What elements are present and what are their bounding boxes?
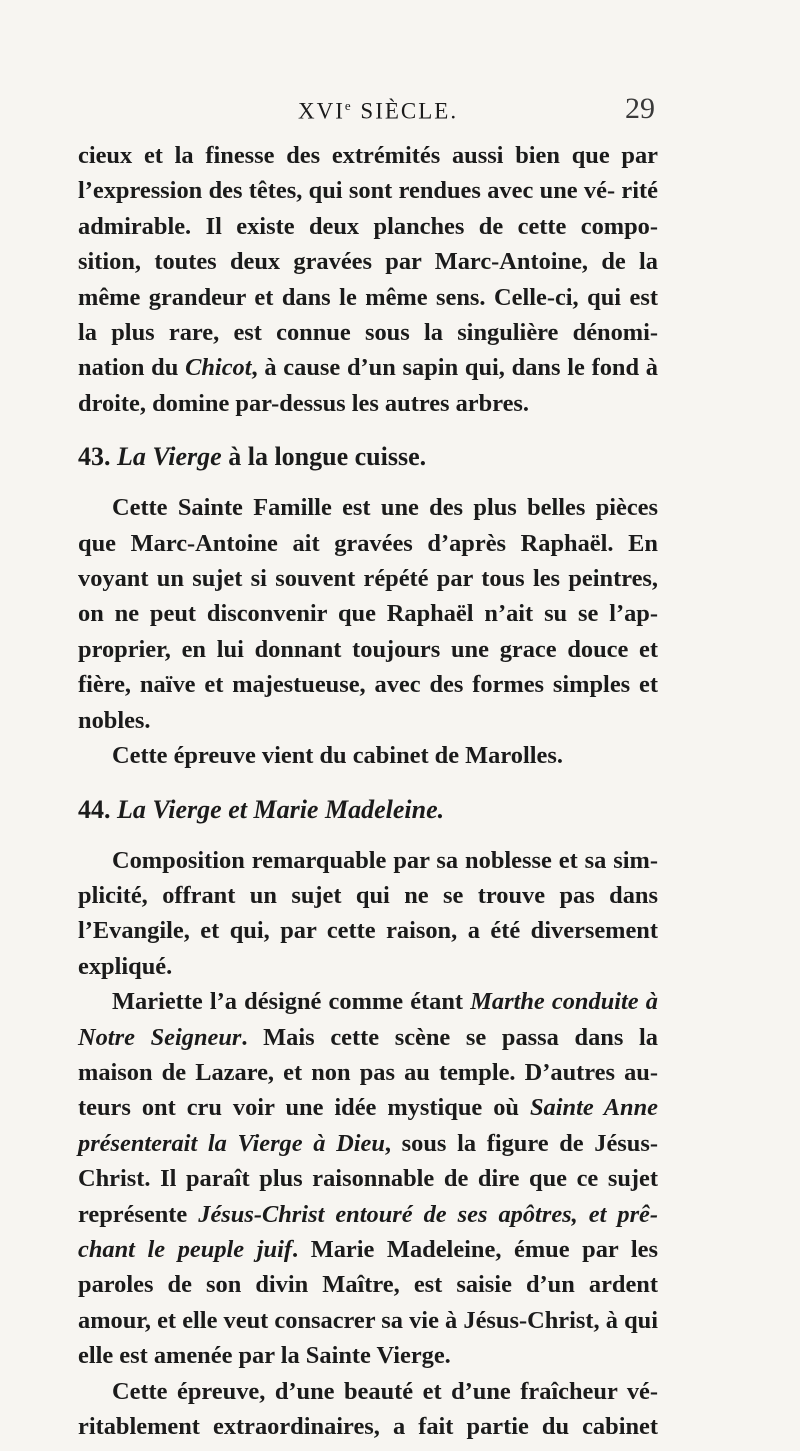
- page-body: [78, 138, 658, 1444]
- paragraph-provenance-44: Cette épreuve, d’une beauté et d’une fraîcheur vé- ritablement extraordinaires, a fait partie du cabinet: [78, 1377, 658, 1440]
- paragraph-interpretation: Mariette l’a désigné comme étant Marthe conduite à Notre Seigneur. Mais cette scène se passa dans la maison de Lazare, et non pas au temple. D’autres au- teurs ont cru voir une idée mystique où Sainte Anne présenterait la Vierge à Dieu, sous la figure de Jésus- Christ. Il paraît plus raisonnable de dire que ce sujet représente Jésus-Christ entouré de ses apôtres, et prê- chant le peuple juif. Marie Madeleine, émue par les paroles de son divin Maître, est saisie d’un ardent amour, et elle veut consacrer sa vie à Jésus-Christ, à qui elle est amenée par la Sainte Vierge.: [78, 988, 659, 1370]
- paragraph-entry-44: Composition remarquable par sa noblesse et sa sim- plicité, offrant un sujet qui ne se trouve pas dans l’Evangile, et qui, par cette raison, a été diversement expliqué.: [78, 846, 658, 980]
- running-head: [80, 92, 655, 132]
- running-title: XVIe SIÈCLE.: [298, 98, 459, 124]
- paragraph-provenance-43: Cette épreuve vient du cabinet de Marolles.: [112, 742, 563, 770]
- entry-heading-44: 44. La Vierge et Marie Madeleine.: [78, 794, 445, 824]
- entry-heading-43: 43. La Vierge à la longue cuisse.: [78, 442, 427, 472]
- paragraph-entry-43: Cette Sainte Famille est une des plus belles pièces que Marc-Antoine ait gravées d’après Raphaël. En voyant un sujet si souvent répété par tous les peintres, on ne peut disconvenir que Raphaël n’ait su se l’ap- proprier, en lui donnant toujours une grace douce et fière, naïve et majestueuse, avec des formes simples et nobles.: [78, 494, 658, 734]
- paragraph-continuation: cieux et la finesse des extrémités aussi bien que par l’expression des têtes, qui sont rendues avec une vé- rité admirable. Il existe deux planches de cette compo- sition, toutes deux gravées par Marc-Antoine, de la même grandeur et dans le même sens. Celle-ci, qui est la plus rare, est connue sous la singulière dénomi- nation du Chicot, à cause d’un sapin qui, dans le fond à droite, domine par-dessus les autres arbres.: [78, 142, 658, 417]
- page-number: 29: [625, 92, 655, 125]
